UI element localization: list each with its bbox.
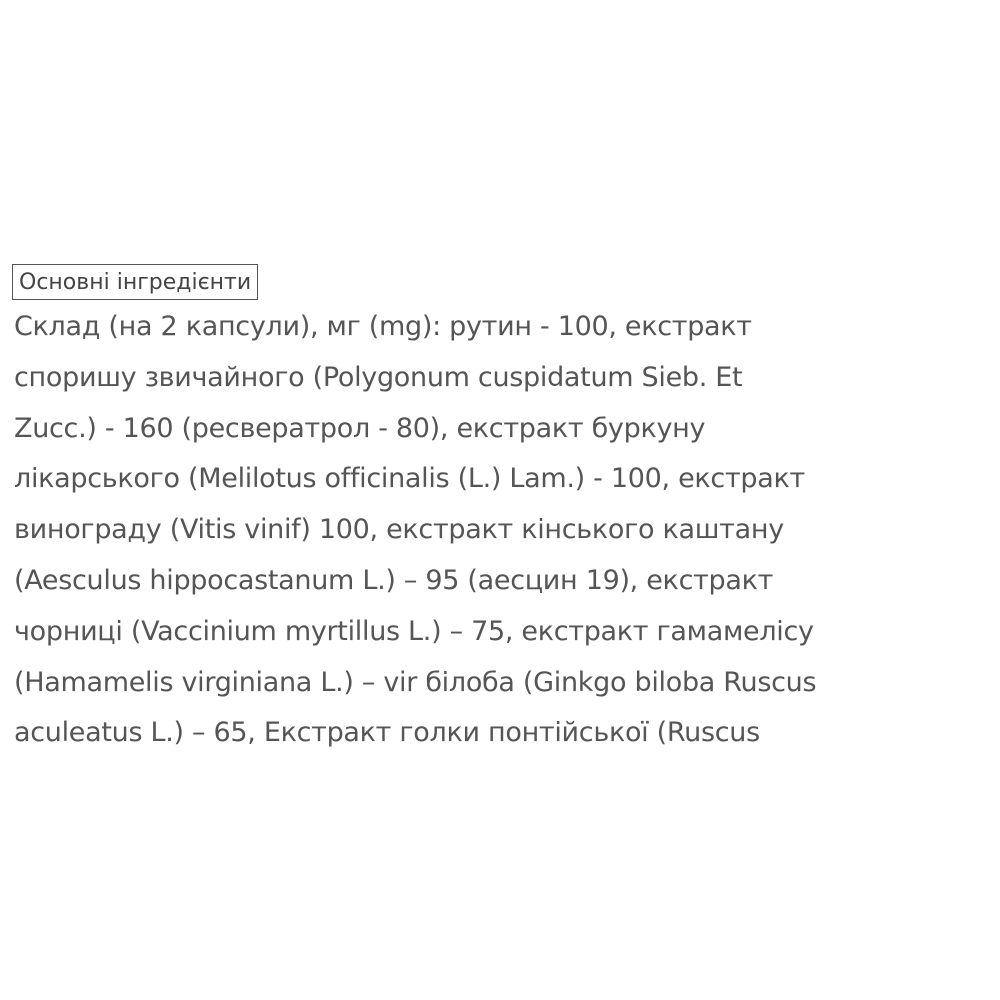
ingredients-line: Zucc.) - 160 (ресвератрол - 80), екстракт буркуну — [14, 412, 706, 444]
ingredients-line: Склад (на 2 капсули), мг (mg): рутин - 100, екстракт — [14, 311, 752, 342]
ingredients-text — [14, 302, 998, 759]
ingredients-line: (Hamamelis virginiana L.) – vir білоба (Ginkgo biloba Ruscus — [14, 666, 817, 698]
ingredients-line: чорниці (Vaccinium myrtillus L.) – 75, екстракт гамамелісу — [14, 615, 814, 647]
ingredients-heading: Основні інгредієнти — [12, 264, 258, 300]
ingredients-line: лікарського (Melilotus officinalis (L.) Lam.) - 100, екстракт — [14, 463, 805, 495]
ingredients-line: (Aesculus hippocastanum L.) – 95 (аесцин 19), екстракт — [14, 564, 774, 596]
ingredients-line: винограду (Vitis vinif) 100, екстракт кінського каштану — [14, 514, 784, 546]
ingredients-line: споришу звичайного (Polygonum cuspidatum Sieb. Et — [14, 361, 743, 393]
ingredients-line: aculeatus L.) – 65, Екстракт голки понтійської (Ruscus — [14, 717, 760, 749]
